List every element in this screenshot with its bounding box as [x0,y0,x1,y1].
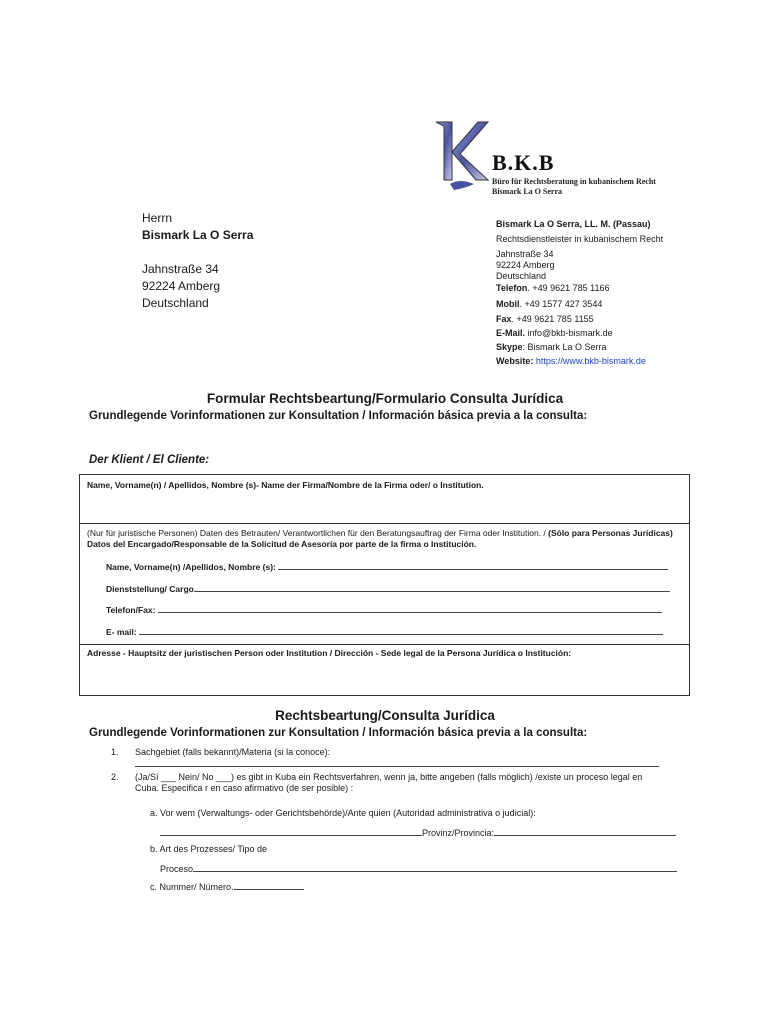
item-2-text: (Ja/Sí ___ Nein/ No ___) es gibt in Kuba ein Rechtsverfahren, wenn ja, bitte angeben (falls möglich) /existe un proceso legal en Cuba. Especifica r en caso afirmativo (de ser posible) : [135,772,643,793]
contact-country: Deutschland [496,271,547,281]
contact-website: Website: https://www.bkb-bismark.de [496,356,646,366]
item-2a-answer[interactable]: Provinz/Provincia: [160,826,676,838]
logo-subtitle-2: Bismark La O Serra [492,187,562,196]
logo-subtitle-1: Büro für Rechtsberatung in kubanischem Recht [492,177,656,186]
logo-title: B.K.B [492,150,555,175]
consultation-subtitle: Grundlegende Vorinformationen zur Konsultation / Información básica previa a la consulta: [89,727,588,739]
contact-fax: Fax. +49 9621 785 1155 [496,314,594,324]
address-field-label: Adresse - Hauptsitz der juristischen Person oder Institution / Dirección - Sede legal de la Persona Jurídica o Institución: [87,648,572,658]
consultation-title: Rechtsbeartung/Consulta Jurídica [275,708,495,723]
contact-mobil: Mobil. +49 1577 427 3544 [496,299,603,309]
item-2b-text: b. Art des Prozesses/ Tipo de [150,844,268,854]
divider [79,644,690,645]
form-title: Formular Rechtsbeartung/Formulario Consulta Jurídica [206,391,564,406]
divider [79,523,690,524]
item-2b-answer[interactable]: Proceso [160,862,677,874]
email-field[interactable]: E- mail: [106,625,663,637]
website-link[interactable]: https://www.bkb-bismark.de [533,356,646,366]
contact-email: E-Mail. info@bkb-bismark.de [496,328,613,338]
contact-role: Rechtsdienstleister in kubanischem Recht [496,234,664,244]
contact-name: Bismark La O Serra, LL. M. (Passau) [496,219,651,229]
name-field-label: Name, Vorname(n) / Apellidos, Nombre (s)- Name der Firma/Nombre de la Firma oder/ o Institution. [87,480,484,490]
juristic-note: (Nur für juristische Personen) Daten des Betrauten/ Verantwortlichen für den Beratungsauftrag der Firma oder Institution. / (Sólo para Personas Jurídicas) Datos del Encargado/Responsable de la Solicitud de Asesoría por parte de la firma o Institución. [87,528,673,549]
client-heading: Der Klient / El Cliente: [89,454,210,466]
item-1-answer-line[interactable] [135,757,659,767]
address-field-input[interactable] [80,660,688,693]
logo [430,118,680,198]
item-2a-text: a. Vor wem (Verwaltungs- oder Gerichtsbehörde)/Ante quien (Autoridad administrativa o judicial): [150,808,536,818]
logo-k-mark [430,118,494,198]
position-field[interactable]: Dienststellung/ Cargo [106,582,670,594]
item-1-text: Sachgebiet (falls bekannt)/Materia (si la conoce): [135,747,331,757]
recipient-city: 92224 Amberg [142,279,221,293]
contact-block [496,218,696,368]
contact-person-name-field[interactable]: Name, Vorname(n) /Apellidos, Nombre (s): [106,560,668,572]
phone-fax-field[interactable]: Telefon/Fax: [106,603,662,615]
recipient-salutation: Herrn [142,211,173,225]
contact-skype: Skype: Bismark La O Serra [496,342,607,352]
contact-telefon: Telefon. +49 9621 785 1166 [496,283,610,293]
contact-street: Jahnstraße 34 [496,249,554,259]
item-1-number: 1. [111,747,119,757]
recipient-country: Deutschland [142,296,209,310]
recipient-name: Bismark La O Serra [142,228,254,242]
item-2c-answer[interactable]: c. Nummer/ Número. [150,880,304,892]
contact-city: 92224 Amberg [496,260,555,270]
item-2-number: 2. [111,772,119,782]
form-subtitle: Grundlegende Vorinformationen zur Konsultation / Información básica previa a la consulta: [89,410,588,422]
recipient-address [142,210,362,312]
name-field-input[interactable] [80,492,688,522]
recipient-street: Jahnstraße 34 [142,262,219,276]
